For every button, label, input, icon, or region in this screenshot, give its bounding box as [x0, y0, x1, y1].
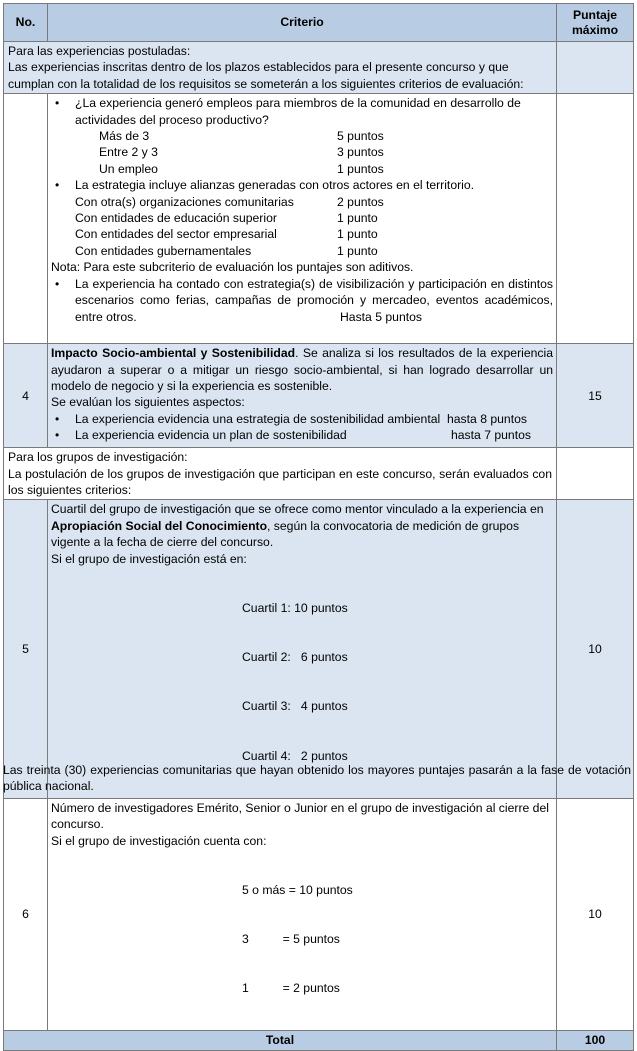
row5-description: Cuartil del grupo de investigación que se ofrece como mentor vinculado a la experiencia en Apropiación Social del Conocimiento, según la convocatoria de medición de grupos vigente a la fecha de cierre del concurso.: [51, 502, 544, 550]
row6-investigadores-list: [51, 849, 553, 1029]
list-item: Con otra(s) organizaciones comunitarias 2 puntos: [75, 194, 384, 209]
row5-no: 5: [4, 500, 48, 798]
row6-no: 6: [4, 798, 48, 1031]
footer-note: Las treinta (30) experiencias comunitarias que hayan obtenido los mayores puntajes pasarán a la fase de votación pública nacional.: [3, 763, 631, 793]
row4-bullet-1: • La experiencia evidencia una estrategia de sostenibilidad ambiental hasta 8 puntos: [51, 411, 553, 427]
row3-bullet-3-text: La experiencia ha contado con estrategia(s) de visibilización y participación en distintos escenarios como ferias, campañas de promoción y mercadeo, eventos académicos, entre otros.: [75, 276, 553, 324]
header-no: No.: [4, 4, 48, 42]
row4-description: [51, 345, 553, 394]
row5-criterio: [48, 500, 557, 798]
row6-lead: Si el grupo de investigación cuenta con:: [51, 833, 267, 848]
table-row-6: [4, 798, 634, 1031]
experiencias-intro-title: Para las experiencias postuladas:: [8, 44, 191, 58]
row6-criterio: [48, 798, 557, 1031]
criteria-table-wrapper: [3, 3, 633, 1051]
header-puntaje: [557, 4, 634, 42]
total-row: [4, 1031, 634, 1050]
row3-note: Nota: Para este subcriterio de evaluación los puntajes son aditivos.: [51, 260, 414, 275]
row4-aspects: Se evalúan los siguientes aspectos:: [51, 395, 245, 410]
total-label: Total: [4, 1031, 557, 1050]
criteria-table: [3, 3, 634, 1051]
list-item: Con entidades del sector empresarial 1 punto: [75, 227, 378, 242]
table-row-3: [4, 94, 634, 344]
list-item: 3 = 5 puntos: [242, 932, 340, 946]
list-item: 5 o más = 10 puntos: [242, 882, 353, 897]
row3-alliances-list: [51, 194, 553, 260]
row6-score: 10: [557, 798, 634, 1031]
row4-text: . Se analiza si los resultados de la experiencia ayudaron a superar o a mitigar un riesgo socio-ambiental, si han logrado desarrollar un modelo de negocio y si la experiencia es sostenible.: [51, 346, 553, 394]
section-grupos-intro: [4, 448, 634, 500]
row3-bullet-3: [51, 276, 553, 325]
row3-bullet-3-points: Hasta 5 puntos: [340, 309, 422, 324]
row4-bullet-2: • La experiencia evidencia un plan de sostenibilidad hasta 7 puntos: [51, 427, 553, 443]
row3-bullet-2: • La estrategia incluye alianzas generadas con otros actores en el territorio.: [51, 177, 553, 193]
experiencias-intro-empty: [557, 42, 634, 94]
row4-criterio: [48, 344, 557, 448]
table-row-5: [4, 500, 634, 798]
grupos-intro-text: La postulación de los grupos de investigación que participan en este concurso, serán evaluados con los siguientes criterios:: [8, 466, 552, 498]
table-row-4: [4, 344, 634, 448]
header-criterio: Criterio: [48, 4, 557, 42]
total-score: 100: [557, 1031, 634, 1050]
list-item: Cuartil 2: 6 puntos: [242, 650, 348, 665]
row3-employment-list: [51, 128, 553, 177]
header-puntaje-label: Puntaje máximo: [571, 7, 619, 37]
experiencias-intro-cell: [4, 42, 557, 94]
list-item: Entre 2 y 3 3 puntos: [99, 145, 384, 160]
list-item: Más de 3 5 puntos: [99, 129, 384, 144]
row5-score: 10: [557, 500, 634, 798]
list-item: Cuartil 1: 10 puntos: [242, 600, 348, 615]
list-item: Cuartil 4: 2 puntos: [242, 748, 348, 763]
row4-no: 4: [4, 344, 48, 448]
list-item: Cuartil 3: 4 puntos: [242, 699, 348, 714]
table-header-row: [4, 4, 634, 42]
list-item: Un empleo 1 puntos: [99, 161, 384, 176]
row3-bullet-1: • ¿La experiencia generó empleos para miembros de la comunidad en desarrollo de actividades del proceso productivo?: [51, 95, 553, 128]
list-item: 1 = 2 puntos: [242, 981, 340, 996]
row3-criterio: [48, 94, 557, 344]
row6-description: Número de investigadores Emérito, Senior o Junior en el grupo de investigación al cierre del concurso.: [51, 800, 549, 832]
experiencias-intro-text: Las experiencias inscritas dentro de los plazos establecidos para el presente concurso y que cumplan con la totalidad de los requisitos se someterán a los siguientes criterios de evaluación:: [8, 60, 524, 91]
list-item: Con entidades de educación superior 1 punto: [75, 211, 378, 226]
list-item: Con entidades gubernamentales 1 punto: [75, 243, 378, 258]
row4-score: 15: [557, 344, 634, 448]
section-experiencias-intro: [4, 42, 634, 94]
row4-title: Impacto Socio-ambiental y Sostenibilidad: [51, 346, 296, 361]
row3-no: [4, 94, 48, 344]
row3-score: [557, 94, 634, 344]
row5-bold-title: Apropiación Social del Conocimiento: [51, 518, 268, 533]
grupos-intro-empty: [557, 448, 634, 500]
grupos-intro-title: Para los grupos de investigación:: [8, 450, 188, 465]
grupos-intro-cell: [4, 448, 557, 500]
row5-lead: Si el grupo de investigación está en:: [51, 551, 247, 566]
